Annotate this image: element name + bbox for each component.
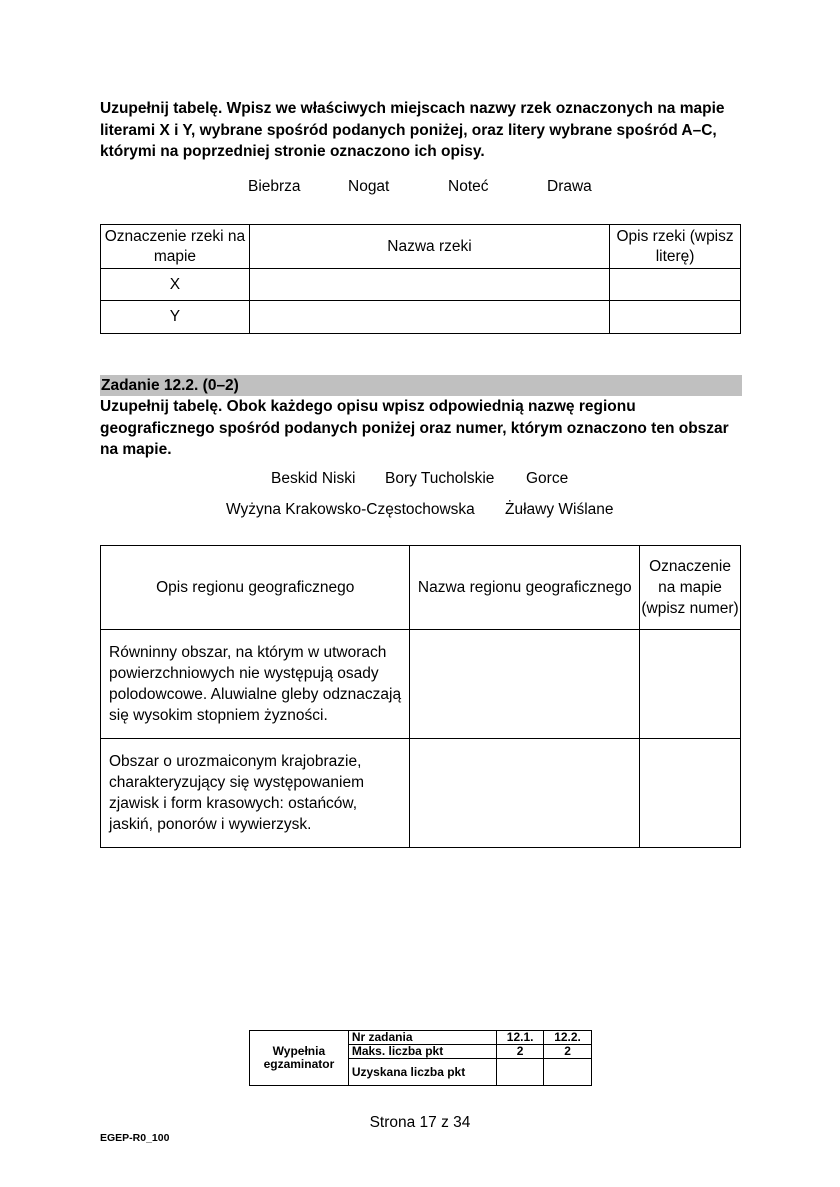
instruction-regions: Uzupełnij tabelę. Obok każdego opisu wpisz odpowiednią nazwę regionu geograficznego spośród podanych poniżej oraz numer, którym oznaczono ten obszar na mapie. — [100, 398, 729, 458]
examiner-task-number: 12.2. — [544, 1031, 592, 1045]
answer-cell-river-name-x[interactable] — [249, 269, 609, 301]
river-option: Biebrza — [248, 178, 301, 195]
task-header: Zadanie 12.2. (0–2) — [100, 375, 742, 396]
answer-cell-region-number-2[interactable] — [640, 739, 741, 848]
answer-cell-river-letter-x[interactable] — [610, 269, 741, 301]
examiner-max-points: 2 — [497, 1045, 544, 1059]
page-number: Strona 17 z 34 — [369, 1114, 471, 1131]
row-label-x: X — [101, 269, 250, 301]
river-option: Drawa — [547, 178, 592, 195]
region-option: Wyżyna Krakowsko-Częstochowska — [226, 501, 475, 518]
region-description-2: Obszar o urozmaiconym krajobrazie, charakteryzujący się występowaniem zjawisk i form krasowych: ostańców, jaskiń, ponorów i wywierzysk. — [101, 739, 410, 848]
header-region-number: Oznaczenie na mapie (wpisz numer) — [640, 546, 741, 630]
examiner-task-number: 12.1. — [497, 1031, 544, 1045]
examiner-max-points: 2 — [544, 1045, 592, 1059]
examiner-label: Wypełnia egzaminator — [250, 1031, 349, 1086]
answer-cell-river-name-y[interactable] — [249, 301, 609, 334]
header-river-marking: Oznaczenie rzeki na mapie — [101, 225, 250, 269]
header-river-name: Nazwa rzeki — [249, 225, 609, 269]
instruction-rivers: Uzupełnij tabelę. Wpisz we właściwych miejscach nazwy rzek oznaczonych na mapie literami X i Y, wybrane spośród podanych poniżej, oraz litery wybrane spośród A–C, którymi na poprzedniej stronie oznaczono ich opisy. — [100, 100, 725, 160]
examiner-scored-points-cell[interactable] — [544, 1059, 592, 1086]
river-option: Noteć — [448, 178, 489, 195]
examiner-table — [249, 1030, 592, 1086]
document-code: EGEP-R0_100 — [100, 1132, 170, 1144]
answer-cell-river-letter-y[interactable] — [610, 301, 741, 334]
river-option: Nogat — [348, 178, 390, 195]
header-region-name: Nazwa regionu geograficznego — [410, 546, 640, 630]
region-description-1: Równinny obszar, na którym w utworach powierzchniowych nie występują osady polodowcowe. Aluwialne gleby odznaczają się wysokim stopniem żyzności. — [101, 630, 410, 739]
regions-table — [100, 545, 741, 848]
answer-cell-region-name-2[interactable] — [410, 739, 640, 848]
answer-cell-region-name-1[interactable] — [410, 630, 640, 739]
examiner-scored-points-label: Uzyskana liczba pkt — [348, 1059, 496, 1086]
rivers-table — [100, 224, 741, 334]
header-region-description: Opis regionu geograficznego — [101, 546, 410, 630]
examiner-task-number-label: Nr zadania — [348, 1031, 496, 1045]
examiner-scored-points-cell[interactable] — [497, 1059, 544, 1086]
header-river-description: Opis rzeki (wpisz literę) — [610, 225, 741, 269]
region-option: Bory Tucholskie — [385, 470, 495, 487]
row-label-y: Y — [101, 301, 250, 334]
region-option: Gorce — [526, 470, 569, 487]
examiner-max-points-label: Maks. liczba pkt — [348, 1045, 496, 1059]
answer-cell-region-number-1[interactable] — [640, 630, 741, 739]
region-option: Żuławy Wiślane — [505, 501, 614, 518]
region-option: Beskid Niski — [271, 470, 356, 487]
